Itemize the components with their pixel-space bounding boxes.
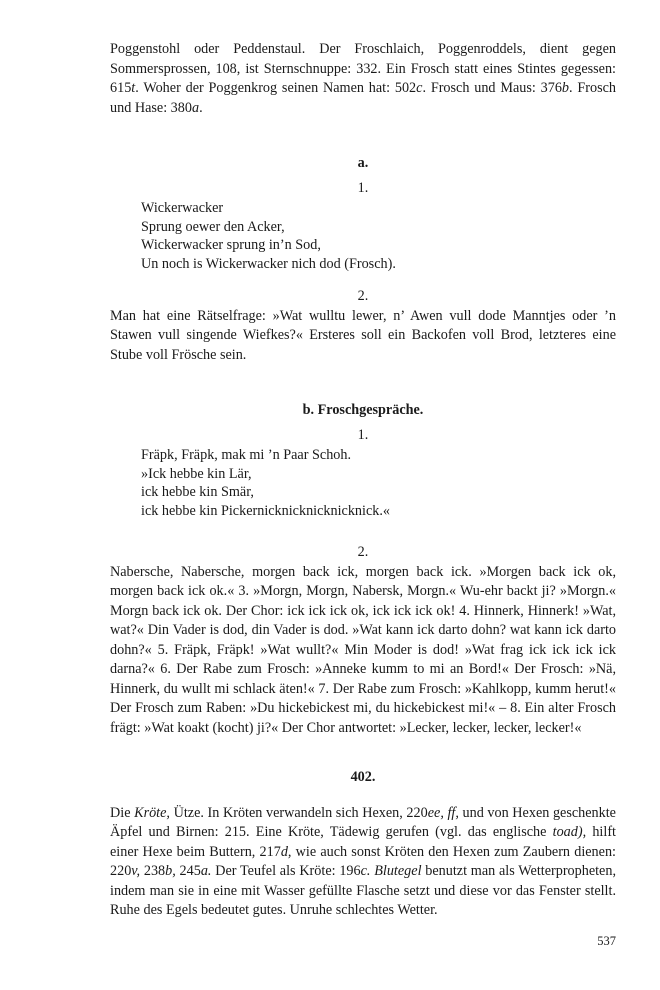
verse-a1	[141, 199, 616, 273]
text-run: wie auch sonst Kröten den Hexen zum Zaubern dienen: 220	[110, 843, 616, 879]
italic-run: b	[561, 80, 570, 96]
section-b-paragraph-2: Nabersche, Nabersche, morgen back ick, morgen back ick. »Morgen back ick ok, morgen back ick ok.« 3. »Morgn, Morgn, Nabersk, Morgn.« Wu-ehr backt ji? »Morgn.« Morgn back ick ok. Der Chor: ick ick ick ok, ick ick ick ok! 4. Hinnerk, Hinnerk! »Wat, wat?« Din Vader is dod, din Vader is dod. »Wat kann ick darto dohn? wat kann ick darto dohn?« 5. Fräрk, Fräрk! »Wat wullt?« Min Moder is dod! »Wat frag ick ick ick ick darna?« 6. Der Rabe zum Frosch: »Anneke kumm to mi an Bord!« Der Frosch: »Nä, Hinnerk, du wullt mi schlack äten!« 7. Der Rabe zum Frosch: »Kahlkopp, kumm herut!« Der Frosch zum Raben: »Du hickebickest mi, du hickebickest mi!« – 8. Ein alter Frosch frägt: »Wat koakt (kocht) ji?« Der Chor antwortet: »Lecker, lecker, lecker, lecker!«	[110, 563, 616, 736]
italic-run: b,	[165, 863, 176, 879]
verse-line: Wickerwacker sprung in’n Sod,	[141, 237, 321, 253]
italic-run: a	[191, 99, 200, 116]
italic-run: c.	[360, 863, 371, 879]
italic-run: Kröte,	[134, 804, 170, 821]
verse-line: ick hebbe kin Smär,	[141, 484, 254, 500]
page-body	[110, 40, 616, 921]
section-b-number-1: 1.	[357, 426, 369, 443]
text-run: Die	[110, 804, 135, 821]
italic-run: v,	[131, 863, 141, 879]
section-a-heading: a.	[357, 155, 369, 171]
text-run: . Woher der Poggenkrog seinen Namen hat: 502	[135, 80, 417, 96]
text-run: und von Hexen geschenkte Äpfel und Birnen: 215. Eine Kröte, Tädewig gerufen (vgl. das englische	[110, 804, 616, 840]
text-run: Poggenstohl oder Peddenstaul. Der Froschlaich, Poggenroddels, dient gegen Sommersprossen, 108, ist Sternschnuppe: 332. Ein Frosch statt eines Stintes gegessen: 615	[110, 41, 616, 96]
page-number: 537	[597, 934, 616, 948]
italic-run: d,	[280, 843, 292, 860]
italic-run: ee, ff,	[427, 804, 459, 821]
section-b-number-2: 2.	[357, 544, 369, 560]
text-run: benutzt man als Wetterpropheten, indem man sie in eine mit Wasser gefüllte Flasche setzt und diese vor das Fenster stellt. Ruhe des Egels bedeutet gutes. Unruhe schlechtes Wetter.	[110, 863, 616, 918]
text-run: Ütze. In Kröten verwandeln sich Hexen, 220	[169, 804, 428, 821]
italic-run: Blutegel	[374, 863, 422, 879]
text-run: Der Teufel als Kröte: 196	[211, 863, 361, 879]
verse-line: Fräрk, Fräрk, mak mi ’n Paar Schoh.	[141, 447, 352, 463]
section-b-heading: b. Froschgespräche.	[302, 402, 424, 418]
verse-line: Sprung oewer den Acker,	[141, 218, 285, 235]
section-a-number-2: 2.	[357, 288, 369, 304]
italic-run: c	[416, 80, 423, 96]
section-402-heading: 402.	[350, 769, 376, 785]
verse-b1	[141, 446, 616, 520]
text-run: 245	[175, 863, 201, 879]
text-run: . Frosch und Maus: 376	[422, 80, 562, 96]
italic-run: toad),	[552, 824, 587, 840]
verse-line: »Ick hebbe kin Lär,	[141, 465, 252, 482]
verse-line: Un noch is Wickerwacker nich dod (Frosch).	[141, 255, 396, 272]
text-run: .	[199, 99, 203, 116]
verse-line: Wickerwacker	[141, 200, 224, 216]
italic-run: a.	[200, 863, 212, 879]
text-run: . Frosch und Hase: 380	[110, 80, 616, 116]
text-run: hilft einer Hexe beim Buttern, 217	[110, 824, 616, 860]
section-a-number-1: 1.	[357, 179, 369, 196]
text-run: 238	[140, 863, 166, 879]
verse-line: ick hebbe kin Pickernicknicknicknicknick.«	[141, 502, 390, 519]
intro-paragraph	[110, 40, 616, 118]
section-402-paragraph	[110, 804, 616, 921]
italic-run: t	[131, 80, 136, 96]
section-a-paragraph-2: Man hat eine Rätselfrage: »Wat wulltu lewer, n’ Awen vull dode Manntjes oder ’n Stawen vull singende Wiefkes?« Ersteres soll ein Backofen voll Brod, letzteres eine Stube voll Frösche sein.	[110, 307, 616, 363]
